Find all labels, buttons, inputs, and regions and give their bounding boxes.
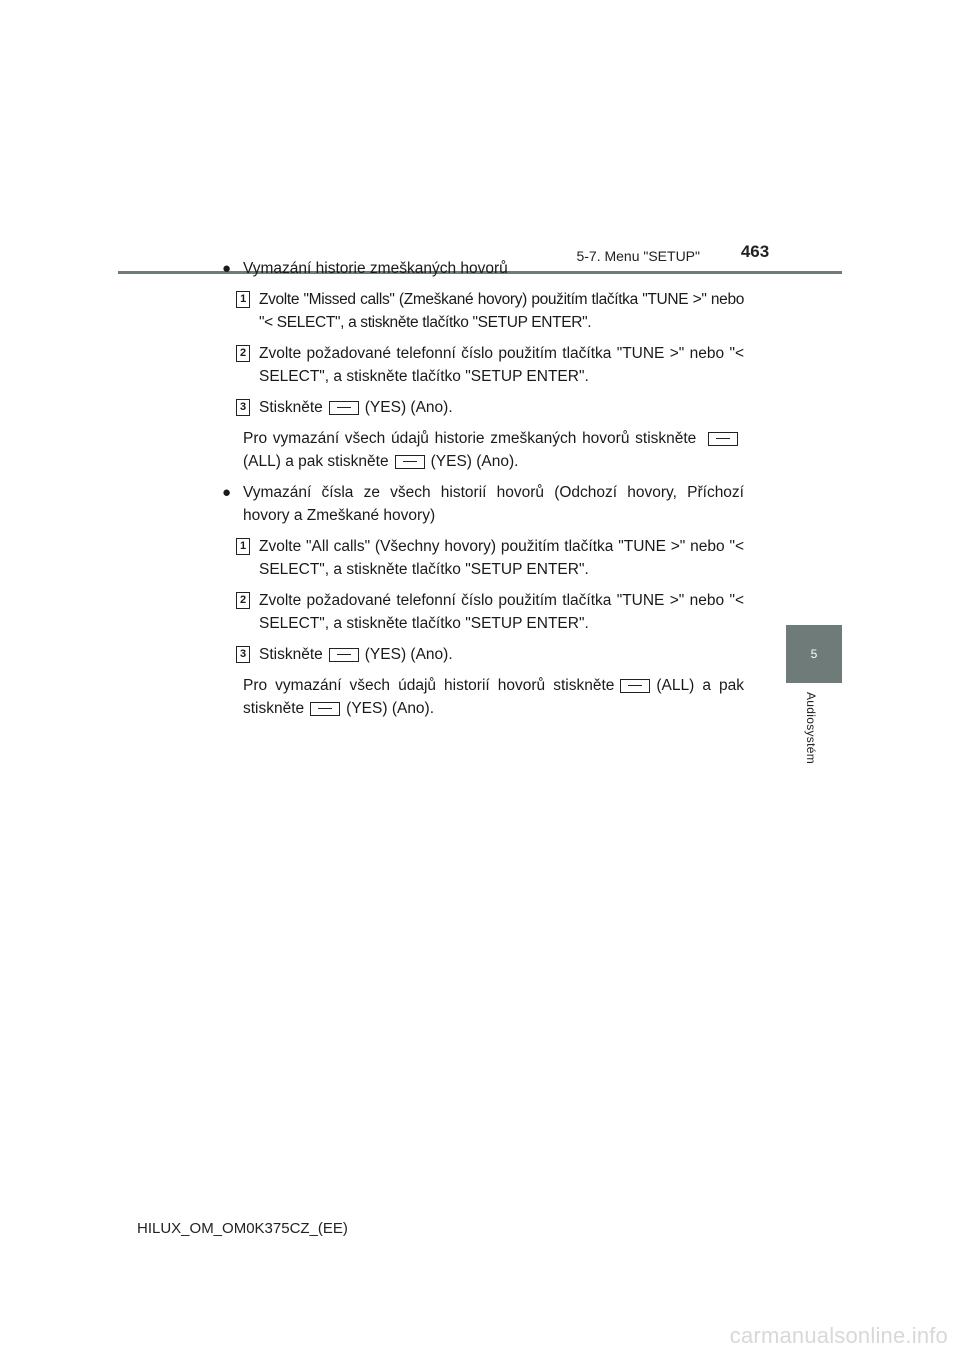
bullet-icon: ● xyxy=(222,260,232,277)
yes-button-icon xyxy=(329,401,359,415)
note-text-part: (YES) (Ano). xyxy=(346,700,435,717)
chapter-label: Audiosystém xyxy=(804,692,818,764)
step-text: (YES) (Ano). xyxy=(364,646,453,663)
step-text: Zvolte "All calls" (Všechny hovory) použitím tlačítka "TUNE >" nebo "< SELECT", a stiskněte tlačítko "SETUP ENTER". xyxy=(259,538,744,578)
watermark: carmanualsonline.info xyxy=(729,1323,948,1348)
note-text-part: Pro vymazání všech údajů historií hovorů stiskněte xyxy=(243,677,615,694)
step-number-badge: 3 xyxy=(236,399,250,416)
yes-button-icon xyxy=(310,702,340,716)
note-text-part: (ALL) a pak stiskněte xyxy=(243,453,389,470)
step-number-badge: 3 xyxy=(236,646,250,663)
yes-button-icon xyxy=(395,455,425,469)
document-code: HILUX_OM_OM0K375CZ_(EE) xyxy=(137,1220,348,1237)
section-heading-text: Vymazání historie zmeškaných hovorů xyxy=(243,260,508,277)
step-number-badge: 2 xyxy=(236,592,250,609)
step-item xyxy=(222,342,744,388)
yes-button-icon xyxy=(329,648,359,662)
note-text-part: (YES) (Ano). xyxy=(430,453,519,470)
chapter-tab xyxy=(786,625,842,683)
step-item xyxy=(222,288,744,334)
step-item xyxy=(222,535,744,581)
step-item xyxy=(222,589,744,635)
note-text-part: (ALL) a pak stiskněte xyxy=(243,677,744,717)
note-text xyxy=(222,674,744,720)
section-title: 5-7. Menu "SETUP" xyxy=(576,248,700,264)
step-number-badge: 2 xyxy=(236,345,250,362)
main-content xyxy=(222,257,744,728)
chapter-number: 5 xyxy=(810,647,818,661)
step-number-badge: 1 xyxy=(236,291,250,308)
section-heading-text: Vymazání čísla ze všech historií hovorů (Odchozí hovory, Příchozí hovory a Zmeškané hovory) xyxy=(243,484,744,524)
all-button-icon xyxy=(620,679,650,693)
section-heading xyxy=(222,481,744,527)
step-text: Stiskněte xyxy=(259,646,323,663)
note-text xyxy=(222,427,744,473)
step-text: Zvolte požadované telefonní číslo použitím tlačítka "TUNE >" nebo "< SELECT", a stiskněte tlačítko "SETUP ENTER". xyxy=(259,345,744,385)
all-button-icon xyxy=(708,432,738,446)
step-text: Zvolte požadované telefonní číslo použitím tlačítka "TUNE >" nebo "< SELECT", a stiskněte tlačítko "SETUP ENTER". xyxy=(259,592,744,632)
step-number-badge: 1 xyxy=(236,538,250,555)
step-text: Stiskněte xyxy=(259,399,323,416)
section-heading xyxy=(222,257,744,280)
bullet-icon: ● xyxy=(222,484,232,501)
step-text: Zvolte "Missed calls" (Zmeškané hovory) použitím tlačítka "TUNE >" nebo "< SELECT", a stiskněte tlačítko "SETUP ENTER". xyxy=(259,291,744,331)
note-text-part: Pro vymazání všech údajů historie zmeškaných hovorů stiskněte xyxy=(243,430,697,447)
step-item xyxy=(222,643,744,666)
page-number: 463 xyxy=(740,242,770,261)
step-item xyxy=(222,396,744,419)
step-text: (YES) (Ano). xyxy=(364,399,453,416)
